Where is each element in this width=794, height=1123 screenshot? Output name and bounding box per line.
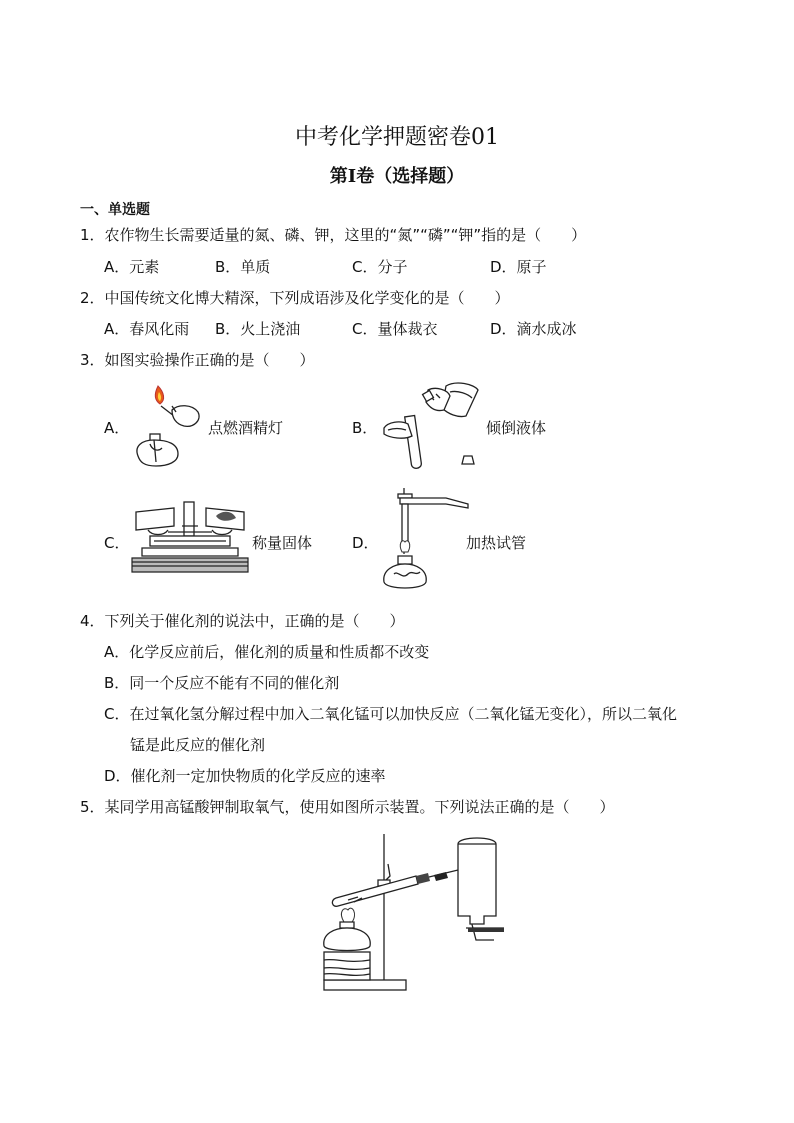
q4-option-d[interactable]: D．催化剂一定加快物质的化学反应的速率 <box>104 767 386 785</box>
q3-option-b-letter[interactable]: B． <box>352 419 378 437</box>
alcohol-lamp-lighting-icon <box>128 378 210 470</box>
question-4-stem: 4．下列关于催化剂的说法中，正确的是（ ） <box>80 612 405 630</box>
q1-option-d[interactable]: D．原子 <box>490 258 547 276</box>
page-title: 中考化学押题密卷01 <box>295 125 499 150</box>
q3-option-a-letter[interactable]: A． <box>104 419 130 437</box>
pouring-liquid-icon <box>378 376 484 472</box>
q1-option-c[interactable]: C．分子 <box>352 258 408 276</box>
q3-option-d-caption: 加热试管 <box>466 534 527 552</box>
q3-option-a-caption: 点燃酒精灯 <box>208 419 284 437</box>
oxygen-generation-apparatus-icon <box>318 828 508 998</box>
q4-option-b[interactable]: B．同一个反应不能有不同的催化剂 <box>104 674 340 692</box>
q4-option-c-line2[interactable]: 锰是此反应的催化剂 <box>130 736 266 754</box>
balance-scale-icon <box>128 496 252 580</box>
question-2-stem: 2．中国传统文化博大精深，下列成语涉及化学变化的是（ ） <box>80 289 510 307</box>
q3-option-b-caption: 倾倒液体 <box>486 419 547 437</box>
heating-test-tube-icon <box>376 484 472 596</box>
q3-option-d-letter[interactable]: D． <box>352 534 379 552</box>
q2-option-c[interactable]: C．量体裁衣 <box>352 320 438 338</box>
q2-option-b[interactable]: B．火上浇油 <box>215 320 301 338</box>
q2-option-d[interactable]: D．滴水成冰 <box>490 320 577 338</box>
q2-option-a[interactable]: A．春风化雨 <box>104 320 190 338</box>
question-1-stem: 1．农作物生长需要适量的氮、磷、钾，这里的“氮”“磷”“钾”指的是（ ） <box>80 226 587 244</box>
q3-option-c-caption: 称量固体 <box>252 534 313 552</box>
q1-option-a[interactable]: A．元素 <box>104 258 160 276</box>
question-3-stem: 3．如图实验操作正确的是（ ） <box>80 351 315 369</box>
q1-option-b[interactable]: B．单质 <box>215 258 271 276</box>
question-5-stem: 5．某同学用高锰酸钾制取氧气，使用如图所示装置。下列说法正确的是（ ） <box>80 798 615 816</box>
q4-option-c-line1[interactable]: C．在过氧化氢分解过程中加入二氧化锰可以加快反应（二氧化锰无变化），所以二氧化 <box>104 705 677 723</box>
q4-option-a[interactable]: A．化学反应前后，催化剂的质量和性质都不改变 <box>104 643 430 661</box>
section-heading: 一、单选题 <box>80 202 150 218</box>
q3-option-c-letter[interactable]: C． <box>104 534 130 552</box>
section-subtitle: 第I卷（选择题） <box>329 166 465 187</box>
